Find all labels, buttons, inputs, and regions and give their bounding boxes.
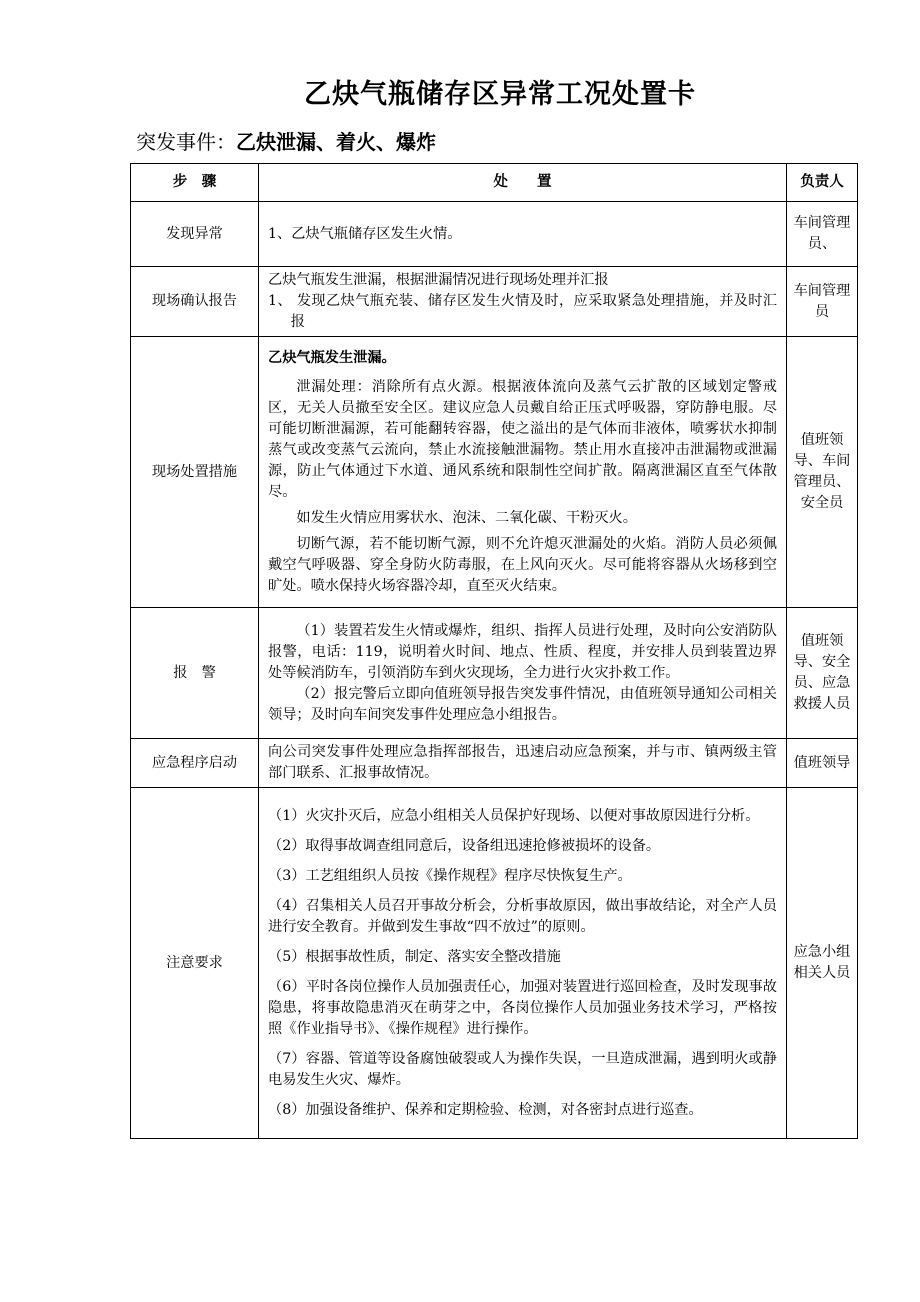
table-row [131, 267, 858, 337]
action-line: （1）装置若发生火情或爆炸，组织、指挥人员进行处理，及时向公安消防队报警，电话：119，说明着火时间、地点、性质、程度，并安排人员到装置边界处等候消防车，引领消防车到火灾现场，全力进行火灾扑救工作。 [268, 622, 777, 681]
owner-cell: 应急小组相关人员 [787, 788, 858, 1139]
action-line: （8）加强设备维护、保养和定期检验、检测，对各密封点进行巡查。 [268, 1101, 703, 1118]
header-owner: 负责人 [787, 164, 858, 202]
step-cell: 发现异常 [131, 202, 259, 267]
action-line: 泄漏处理：消除所有点火源。根据液体流向及蒸气云扩散的区域划定警戒区，无关人员撤至安全区。建议应急人员戴自给正压式呼吸器，穿防静电服。尽可能切断泄漏源，若可能翻转容器，使之溢出的是气体而非液体，喷雾状水抑制蒸气或改变蒸气云流向，禁止水流接触泄漏物。禁止用水直接冲击泄漏物或泄漏源，防止气体通过下水道、通风系统和限制性空间扩散。隔离泄漏区直至气体散尽。 [268, 378, 777, 500]
event-line [136, 126, 436, 155]
action-line: （6）平时各岗位操作人员加强责任心，加强对装置进行巡回检查，及时发现事故隐患，将事故隐患消灭在萌芽之中，各岗位操作人员加强业务技术学习，严格按照《作业指导书》、《操作规程》进行操作。 [268, 978, 777, 1037]
header-step: 步 骤 [131, 164, 259, 202]
table-row [131, 788, 858, 1139]
step-cell: 现场确认报告 [131, 267, 259, 337]
action-cell [259, 608, 787, 739]
action-cell [259, 337, 787, 608]
owner-cell: 值班领导、安全员、应急救援人员 [787, 608, 858, 739]
action-line: （7）容器、管道等设备腐蚀破裂或人为操作失误，一旦造成泄漏，遇到明火或静电易发生火灾、爆炸。 [268, 1050, 777, 1088]
event-label: 突发事件： [136, 130, 236, 154]
table-row [131, 739, 858, 788]
owner-cell: 车间管理员 [787, 267, 858, 337]
header-action: 处 置 [259, 164, 787, 202]
action-line: （5）根据事故性质，制定、落实安全整改措施 [268, 948, 561, 965]
action-line: （2）取得事故调查组同意后，设备组迅速抢修被损坏的设备。 [268, 837, 661, 854]
step-cell: 现场处置措施 [131, 337, 259, 608]
action-cell [259, 202, 787, 267]
action-line: 1、乙炔气瓶储存区发生火情。 [268, 225, 462, 242]
owner-cell: 车间管理员、 [787, 202, 858, 267]
table-row [131, 202, 858, 267]
table-row [131, 337, 858, 608]
action-line: 向公司突发事件处理应急指挥部报告，迅速启动应急预案，并与市、镇两级主管部门联系、汇报事故情况。 [268, 744, 777, 781]
action-cell [259, 267, 787, 337]
table-row [131, 608, 858, 739]
owner-cell: 值班领导 [787, 739, 858, 788]
header-row [131, 164, 858, 202]
action-line: （2）报完警后立即向值班领导报告突发事件情况，由值班领导通知公司相关领导；及时向车间突发事件处理应急小组报告。 [268, 685, 777, 723]
action-cell [259, 739, 787, 788]
action-line: （1）火灾扑灭后，应急小组相关人员保护好现场、以便对事故原因进行分析。 [268, 807, 760, 824]
step-cell: 应急程序启动 [131, 739, 259, 788]
step-cell: 报 警 [131, 608, 259, 739]
action-line: 1、 发现乙炔气瓶充装、储存区发生火情及时，应采取紧急处理措施，并及时汇报 [268, 293, 777, 330]
action-line: （4）召集相关人员召开事故分析会，分析事故原因，做出事故结论，对全产人员进行安全教育。并做到发生事故“四不放过”的原则。 [268, 897, 777, 935]
action-line: 如发生火情应用雾状水、泡沫、二氧化碳、干粉灭火。 [296, 509, 637, 526]
action-line: 乙炔气瓶发生泄漏，根据泄漏情况进行现场处理并汇报 [268, 272, 609, 288]
procedure-table [130, 163, 858, 1139]
event-value: 乙炔泄漏、着火、爆炸 [236, 130, 436, 154]
action-line: 切断气源，若不能切断气源，则不允许熄灭泄漏处的火焰。消防人员必须佩戴空气呼吸器、穿全身防火防毒服，在上风向灭火。尽可能将容器从火场移到空旷处。喷水保持火场容器冷却，直至灭火结束。 [268, 535, 777, 594]
step-cell: 注意要求 [131, 788, 259, 1139]
action-cell [259, 788, 787, 1139]
owner-cell: 值班领导、车间管理员、安全员 [787, 337, 858, 608]
action-line: 乙炔气瓶发生泄漏。 [268, 349, 396, 366]
page-title: 乙炔气瓶储存区异常工况处置卡 [304, 79, 696, 110]
action-line: （3）工艺组组织人员按《操作规程》程序尽快恢复生产。 [268, 867, 632, 884]
